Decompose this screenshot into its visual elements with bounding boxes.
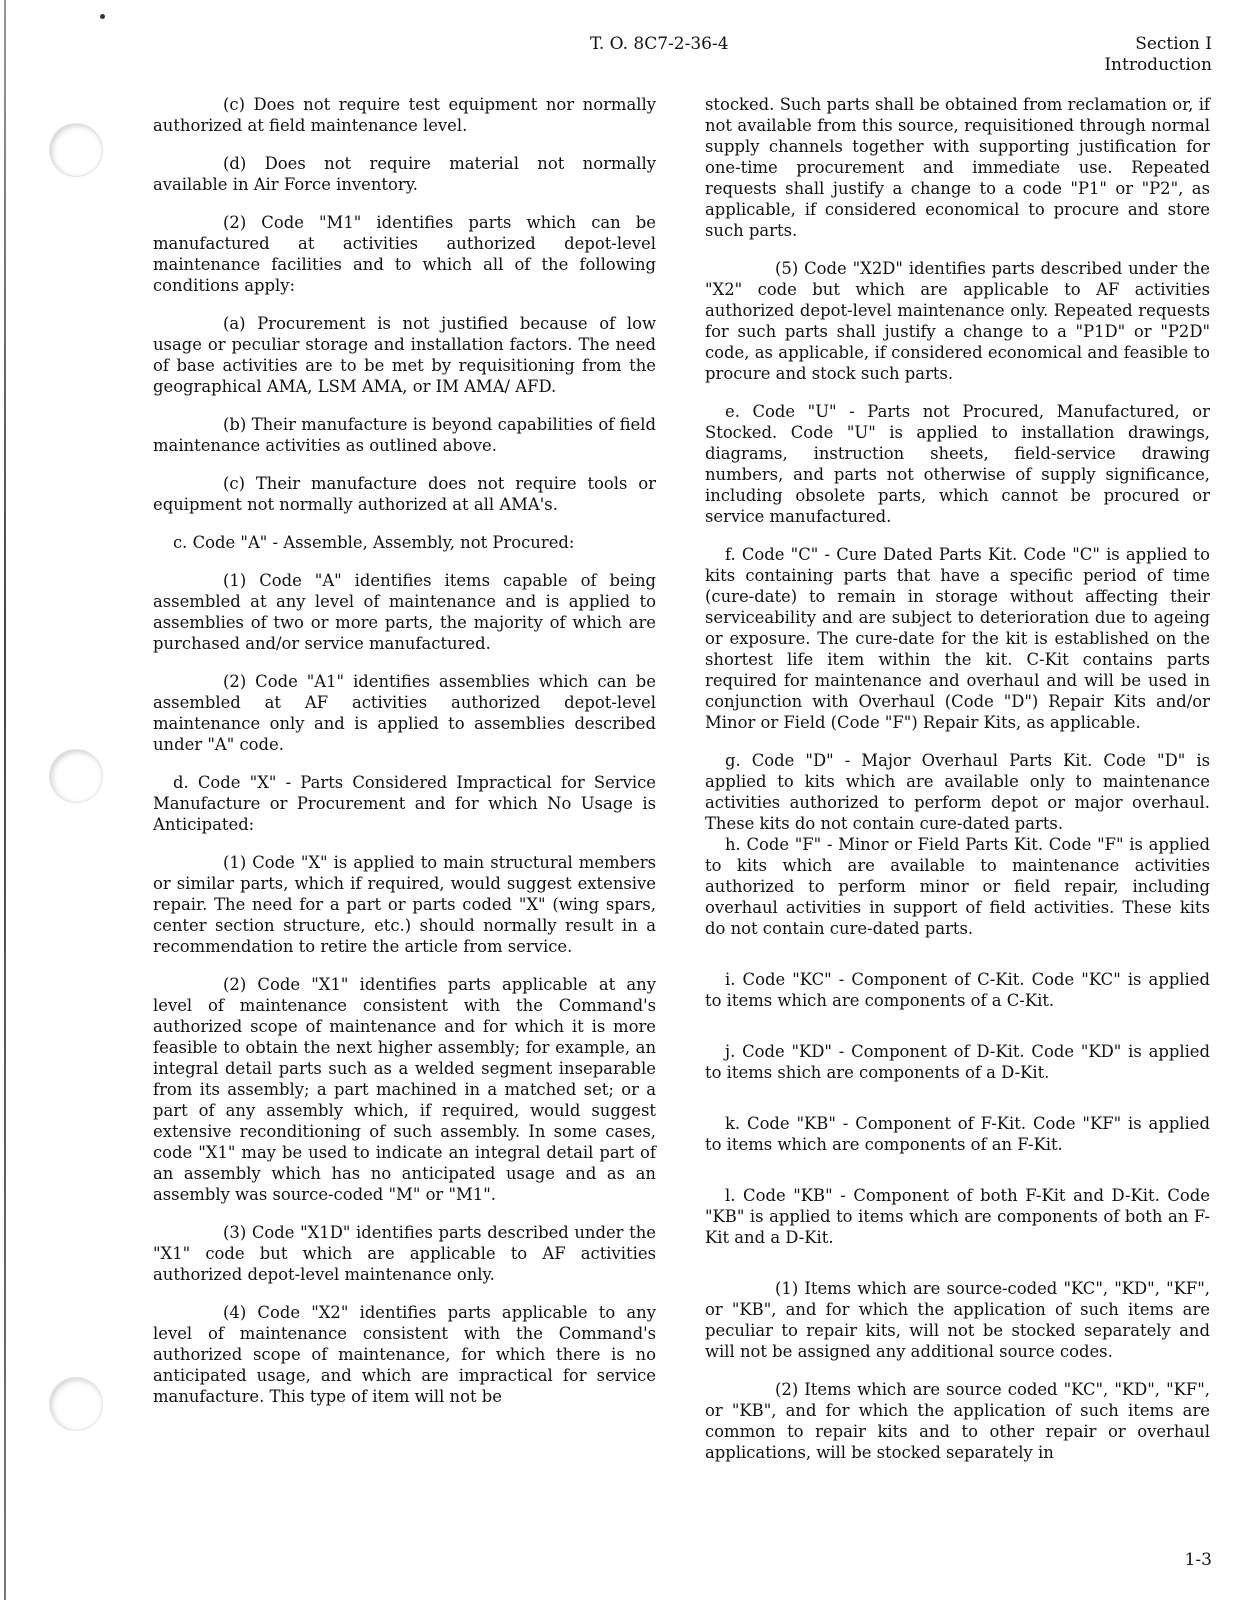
section-header	[1104, 34, 1212, 76]
paragraph: (2) Items which are source coded "KC", "KD", "KF", or "KB", and for which the application of such items are common to repair kits and to other repair or overhaul applications, will be stocked separately in	[705, 1380, 1210, 1462]
paragraph: (1) Code "X" is applied to main structural members or similar parts, which if required, would suggest extensive repair. The need for a part or parts coded "X" (wing spars, center section structure, etc.) should normally result in a recommendation to retire the article from service.	[153, 853, 656, 956]
page-number: 1-3	[1184, 1550, 1212, 1570]
doc-number: T. O. 8C7-2-36-4	[590, 34, 729, 54]
paragraph: (1) Code "A" identifies items capable of being assembled at any level of maintenance and is applied to assemblies of two or more parts, the majority of which are purchased and/or service manufactured.	[153, 571, 656, 653]
section-title: Introduction	[1104, 55, 1212, 75]
paragraph: (1) Items which are source-coded "KC", "KD", "KF", or "KB", and for which the application of such items are peculiar to repair kits, will not be stocked separately and will not be assigned any additional source codes.	[705, 1279, 1210, 1361]
paragraph: (c) Their manufacture does not require tools or equipment not normally authorized at all AMA's.	[153, 474, 656, 514]
binder-hole-bottom	[50, 1378, 102, 1430]
paragraph: (2) Code "X1" identifies parts applicable at any level of maintenance consistent with the Command's authorized scope of maintenance and for which it is more feasible to obtain the next higher assembly; for example, an integral detail parts such as a welded segment inseparable from its assembly; a part machined in a matched set; or a part of any assembly which, if required, would suggest extensive reconditioning of such assembly. In some cases, code "X1" may be used to indicate an integral detail part of an assembly which has no anticipated usage and as an assembly was source-coded "M" or "M1".	[153, 975, 656, 1204]
paragraph: h. Code "F" - Minor or Field Parts Kit. Code "F" is applied to kits which are available to maintenance activities authorized to perform minor or field repair, including overhaul activities in support of field activities. These kits do not contain cure-dated parts.	[705, 835, 1210, 938]
paragraph: (a) Procurement is not justified because of low usage or peculiar storage and installation factors. The need of base activities are to be met by requisitioning from the geographical AMA, LSM AMA, or IM AMA/ AFD.	[153, 314, 656, 396]
paragraph: (2) Code "A1" identifies assemblies which can be assembled at AF activities authorized depot-level maintenance only and is applied to assemblies described under "A" code.	[153, 672, 656, 754]
paragraph: (c) Does not require test equipment nor normally authorized at field maintenance level.	[153, 95, 656, 135]
paragraph: stocked. Such parts shall be obtained from reclamation or, if not available from this source, requisitioned through normal supply channels together with supporting justification for one-time procurement and immediate use. Repeated requests shall justify a change to a code "P1" or "P2", as applicable, if considered economical to procure and store such parts.	[705, 95, 1210, 240]
binder-hole-top	[50, 124, 102, 176]
section-label: Section I	[1135, 34, 1212, 54]
paragraph: (4) Code "X2" identifies parts applicable to any level of maintenance consistent with the Command's authorized scope of maintenance, for which there is no anticipated usage, and which are impractical for service manufacture. This type of item will not be	[153, 1303, 656, 1406]
paragraph: k. Code "KB" - Component of F-Kit. Code "KF" is applied to items which are components of an F-Kit.	[705, 1114, 1210, 1154]
paragraph: (3) Code "X1D" identifies parts described under the "X1" code but which are applicable to AF activities authorized depot-level maintenance only.	[153, 1223, 656, 1284]
paragraph: f. Code "C" - Cure Dated Parts Kit. Code "C" is applied to kits containing parts that have a specific period of time (cure-date) to remain in storage without affecting their serviceability and are subject to deterioration due to ageing or exposure. The cure-date for the kit is established on the shortest life item within the kit. C-Kit contains parts required for maintenance and overhaul and will be used in conjunction with Overhaul (Code "D") Repair Kits and/or Minor or Field (Code "F") Repair Kits, as applicable.	[705, 545, 1210, 732]
paragraph: d. Code "X" - Parts Considered Impractical for Service Manufacture or Procurement and for which No Usage is Anticipated:	[153, 773, 656, 834]
paragraph: (5) Code "X2D" identifies parts described under the "X2" code but which are applicable to AF activities authorized depot-level maintenance only. Repeated requests for such parts shall justify a change to a "P1D" or "P2D" code, as applicable, if considered economical and feasible to procure and stock such parts.	[705, 259, 1210, 383]
paragraph: e. Code "U" - Parts not Procured, Manufactured, or Stocked. Code "U" is applied to installation drawings, diagrams, instruction sheets, field-service drawing numbers, and parts not otherwise of supply significance, including obsolete parts, which cannot be procured or service manufactured.	[705, 402, 1210, 526]
paragraph: (d) Does not require material not normally available in Air Force inventory.	[153, 154, 656, 194]
left-column	[153, 94, 656, 1407]
paragraph: j. Code "KD" - Component of D-Kit. Code "KD" is applied to items shich are components of a D-Kit.	[705, 1042, 1210, 1082]
binder-hole-middle	[50, 750, 102, 802]
paragraph: c. Code "A" - Assemble, Assembly, not Procured:	[173, 533, 575, 552]
page-edge	[4, 0, 6, 1600]
paragraph: i. Code "KC" - Component of C-Kit. Code "KC" is applied to items which are components of a C-Kit.	[705, 970, 1210, 1010]
paragraph: l. Code "KB" - Component of both F-Kit and D-Kit. Code "KB" is applied to items which are components of both an F-Kit and a D-Kit.	[705, 1186, 1210, 1247]
paragraph: (b) Their manufacture is beyond capabilities of field maintenance activities as outlined above.	[153, 415, 656, 455]
paragraph: g. Code "D" - Major Overhaul Parts Kit. Code "D" is applied to kits which are available only to maintenance activities authorized to perform depot or major overhaul. These kits do not contain cure-dated parts.	[705, 751, 1210, 833]
right-column	[705, 94, 1210, 1463]
paragraph: (2) Code "M1" identifies parts which can be manufactured at activities authorized depot-level maintenance facilities and to which all of the following conditions apply:	[153, 213, 656, 295]
scan-speck	[100, 14, 105, 19]
